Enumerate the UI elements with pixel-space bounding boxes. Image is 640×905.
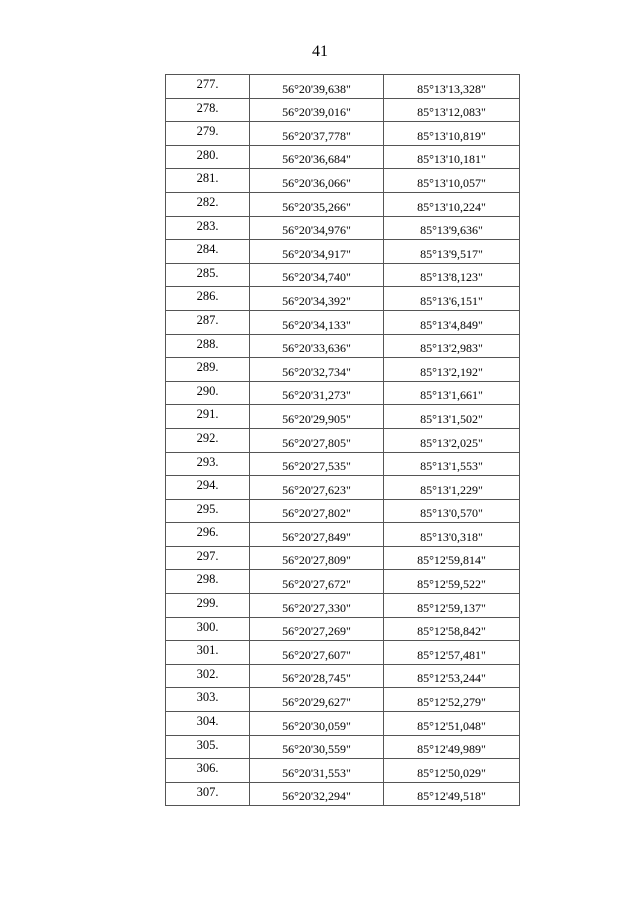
table-row [166, 192, 520, 216]
longitude-cell: 85°12'59,522" [384, 570, 520, 594]
latitude-cell: 56°20'31,273" [250, 381, 384, 405]
latitude-cell: 56°20'30,059" [250, 712, 384, 736]
point-number-cell: 289. [166, 358, 250, 382]
point-number-cell: 285. [166, 263, 250, 287]
longitude-cell: 85°13'0,570" [384, 499, 520, 523]
table-row [166, 735, 520, 759]
longitude-cell: 85°12'49,518" [384, 782, 520, 806]
table-row [166, 358, 520, 382]
latitude-cell: 56°20'27,849" [250, 523, 384, 547]
point-number-cell: 287. [166, 310, 250, 334]
point-number-cell: 280. [166, 145, 250, 169]
point-number-cell: 292. [166, 428, 250, 452]
point-number-cell: 293. [166, 452, 250, 476]
latitude-cell: 56°20'27,607" [250, 641, 384, 665]
latitude-cell: 56°20'29,627" [250, 688, 384, 712]
latitude-cell: 56°20'36,066" [250, 169, 384, 193]
point-number-cell: 300. [166, 617, 250, 641]
longitude-cell: 85°13'10,224" [384, 192, 520, 216]
latitude-cell: 56°20'27,623" [250, 476, 384, 500]
latitude-cell: 56°20'32,294" [250, 782, 384, 806]
point-number-cell: 307. [166, 782, 250, 806]
coordinates-table [165, 74, 520, 806]
longitude-cell: 85°12'51,048" [384, 712, 520, 736]
point-number-cell: 298. [166, 570, 250, 594]
table-row [166, 759, 520, 783]
latitude-cell: 56°20'27,535" [250, 452, 384, 476]
table-row [166, 405, 520, 429]
point-number-cell: 281. [166, 169, 250, 193]
latitude-cell: 56°20'27,802" [250, 499, 384, 523]
latitude-cell: 56°20'32,734" [250, 358, 384, 382]
longitude-cell: 85°13'13,328" [384, 75, 520, 99]
point-number-cell: 290. [166, 381, 250, 405]
longitude-cell: 85°13'1,661" [384, 381, 520, 405]
latitude-cell: 56°20'35,266" [250, 192, 384, 216]
latitude-cell: 56°20'29,905" [250, 405, 384, 429]
point-number-cell: 286. [166, 287, 250, 311]
point-number-cell: 284. [166, 240, 250, 264]
table-row [166, 287, 520, 311]
latitude-cell: 56°20'27,330" [250, 594, 384, 618]
latitude-cell: 56°20'34,740" [250, 263, 384, 287]
point-number-cell: 299. [166, 594, 250, 618]
page-number: 41 [312, 43, 328, 60]
point-number-cell: 297. [166, 546, 250, 570]
table-row [166, 122, 520, 146]
latitude-cell: 56°20'27,269" [250, 617, 384, 641]
table-row [166, 664, 520, 688]
table-row [166, 428, 520, 452]
point-number-cell: 291. [166, 405, 250, 429]
longitude-cell: 85°13'4,849" [384, 310, 520, 334]
longitude-cell: 85°12'52,279" [384, 688, 520, 712]
longitude-cell: 85°13'1,229" [384, 476, 520, 500]
longitude-cell: 85°13'9,517" [384, 240, 520, 264]
longitude-cell: 85°13'10,181" [384, 145, 520, 169]
point-number-cell: 305. [166, 735, 250, 759]
table-row [166, 782, 520, 806]
table-row [166, 594, 520, 618]
table-row [166, 145, 520, 169]
longitude-cell: 85°13'6,151" [384, 287, 520, 311]
table-row [166, 617, 520, 641]
longitude-cell: 85°13'10,057" [384, 169, 520, 193]
coordinates-table-body [166, 75, 520, 806]
point-number-cell: 282. [166, 192, 250, 216]
table-row [166, 310, 520, 334]
latitude-cell: 56°20'34,917" [250, 240, 384, 264]
table-row [166, 381, 520, 405]
latitude-cell: 56°20'30,559" [250, 735, 384, 759]
table-row [166, 216, 520, 240]
latitude-cell: 56°20'39,638" [250, 75, 384, 99]
point-number-cell: 301. [166, 641, 250, 665]
table-row [166, 712, 520, 736]
table-row [166, 499, 520, 523]
point-number-cell: 278. [166, 98, 250, 122]
longitude-cell: 85°13'12,083" [384, 98, 520, 122]
latitude-cell: 56°20'39,016" [250, 98, 384, 122]
longitude-cell: 85°13'10,819" [384, 122, 520, 146]
longitude-cell: 85°13'9,636" [384, 216, 520, 240]
table-row [166, 476, 520, 500]
longitude-cell: 85°13'2,983" [384, 334, 520, 358]
point-number-cell: 277. [166, 75, 250, 99]
point-number-cell: 296. [166, 523, 250, 547]
longitude-cell: 85°13'0,318" [384, 523, 520, 547]
latitude-cell: 56°20'33,636" [250, 334, 384, 358]
longitude-cell: 85°12'57,481" [384, 641, 520, 665]
table-row [166, 240, 520, 264]
latitude-cell: 56°20'31,553" [250, 759, 384, 783]
point-number-cell: 294. [166, 476, 250, 500]
table-row [166, 641, 520, 665]
table-row [166, 452, 520, 476]
longitude-cell: 85°12'58,842" [384, 617, 520, 641]
longitude-cell: 85°12'49,989" [384, 735, 520, 759]
table-row [166, 98, 520, 122]
point-number-cell: 279. [166, 122, 250, 146]
longitude-cell: 85°13'1,502" [384, 405, 520, 429]
latitude-cell: 56°20'36,684" [250, 145, 384, 169]
table-row [166, 169, 520, 193]
point-number-cell: 304. [166, 712, 250, 736]
longitude-cell: 85°12'59,814" [384, 546, 520, 570]
table-row [166, 688, 520, 712]
longitude-cell: 85°13'2,025" [384, 428, 520, 452]
point-number-cell: 303. [166, 688, 250, 712]
longitude-cell: 85°12'53,244" [384, 664, 520, 688]
longitude-cell: 85°13'1,553" [384, 452, 520, 476]
longitude-cell: 85°13'8,123" [384, 263, 520, 287]
table-row [166, 523, 520, 547]
table-row [166, 334, 520, 358]
point-number-cell: 295. [166, 499, 250, 523]
table-row [166, 263, 520, 287]
table-row [166, 570, 520, 594]
latitude-cell: 56°20'34,976" [250, 216, 384, 240]
latitude-cell: 56°20'27,672" [250, 570, 384, 594]
point-number-cell: 283. [166, 216, 250, 240]
point-number-cell: 306. [166, 759, 250, 783]
longitude-cell: 85°12'59,137" [384, 594, 520, 618]
latitude-cell: 56°20'27,805" [250, 428, 384, 452]
table-row [166, 546, 520, 570]
latitude-cell: 56°20'34,133" [250, 310, 384, 334]
table-row [166, 75, 520, 99]
longitude-cell: 85°13'2,192" [384, 358, 520, 382]
latitude-cell: 56°20'28,745" [250, 664, 384, 688]
longitude-cell: 85°12'50,029" [384, 759, 520, 783]
latitude-cell: 56°20'27,809" [250, 546, 384, 570]
point-number-cell: 288. [166, 334, 250, 358]
latitude-cell: 56°20'37,778" [250, 122, 384, 146]
latitude-cell: 56°20'34,392" [250, 287, 384, 311]
point-number-cell: 302. [166, 664, 250, 688]
